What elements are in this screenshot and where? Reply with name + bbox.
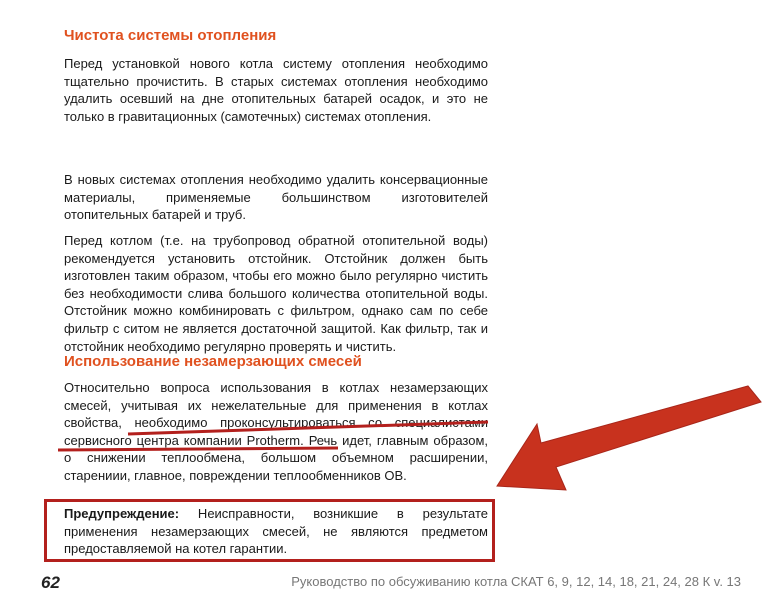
paragraph-settler: Перед котлом (т.е. на трубопровод обратной отопительной воды) рекомендуется установить отстойник. Отстойник должен быть изготовлен таким образом, чтобы его можно было регулярно чистить без необходимости слива большого количества отопительной воды. Отстойник можно комбинировать с фильтром, однако сам по себе фильтр с ситом не является достаточной защитой. Как фильтр, так и отстойник необходимо регулярно проверять и чистить. <box>64 233 488 354</box>
antifreeze-text-highlighted: необходимо проконсультироваться со специалистами сервисного центра компании Protherm <box>64 415 489 448</box>
page-number: 62 <box>41 573 60 592</box>
red-arrow-annotation <box>497 386 761 490</box>
section-title-antifreeze: Использование незамерзающих смесей <box>64 353 362 370</box>
paragraph-new-systems: В новых системах отопления необходимо удалить консервационные материалы, применяемые большинством изготовителей отопительных батарей и труб. <box>64 172 488 223</box>
warning-text: Неисправности, возникшие в результате применения незамерзающих смесей, не являются предметом предоставляемой на котел гарантии. <box>64 506 488 557</box>
underline-annotation-2 <box>58 448 338 450</box>
paragraph-cleaning: Перед установкой нового котла систему отопления необходимо тщательно прочистить. В старых системах отопления необходимо удалить осевший на дне отопительных батарей осадок, и это не только в гравитационных (самотечных) системах отопления. <box>64 56 488 124</box>
warning-label: Предупреждение: <box>64 506 180 521</box>
section-title-cleanliness: Чистота системы отопления <box>64 27 277 44</box>
antifreeze-text-before: Относительно вопроса использования в котлах незамерзающих смесей, учитывая их нежелательные для применения в котлах свойства, <box>64 380 488 431</box>
underline-annotation-1 <box>128 422 488 434</box>
antifreeze-text-after: . Речь идет, главным образом, о снижении теплообмена, большом объемном расширении, старениии, главное, повреждении теплообменников ОВ. <box>64 432 488 483</box>
footer-title: Руководство по обсуживанию котла СКАТ 6, 9, 12, 14, 18, 21, 24, 28 К v. 13 <box>291 574 741 589</box>
